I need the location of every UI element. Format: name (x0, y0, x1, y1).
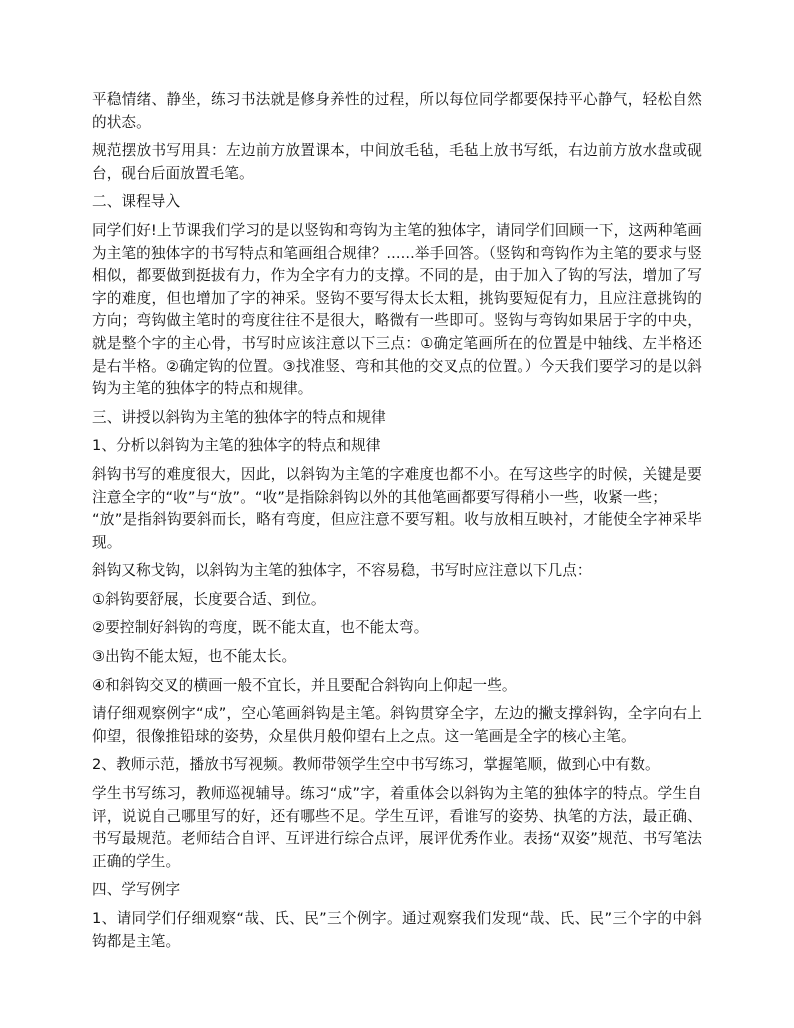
paragraph-student-practice: 学生书写练习，教师巡视辅导。练习“成”字，着重体会以斜钩为主笔的独体字的特点。学生自评，说说自己哪里写的好，还有哪些不足。学生互评，看谁写的姿势、执笔的方法，最正确、书写最规范。老师结合自评、互评进行综合点评，展评优秀作业。表扬“双姿”规范、书写笔法正确的学生。 (92, 785, 702, 870)
paragraph-ge-gou: 斜钩又称戈钩，以斜钩为主笔的独体字，不容易稳，书写时应注意以下几点： (92, 562, 592, 580)
paragraph-teacher-demo: 2、教师示范，播放书写视频。教师带领学生空中书写练习，掌握笔顺，做到心中有数。 (92, 756, 660, 774)
paragraph-shou-fang: 斜钩书写的难度很大，因此，以斜钩为主笔的字难度也都不小。在写这些字的时候，关键是要注意全字的“收”与“放”。“收”是指除斜钩以外的其他笔画都要写得稍小一些，收紧一些； (92, 465, 702, 506)
paragraph-example-cheng: 请仔细观察例字“成”，空心笔画斜钩是主笔。斜钩贯穿全字，左边的撇支撑斜钩，全字向右上仰望，很像推铅球的姿势，众星供月般仰望右上之点。这一笔画是全字的核心主笔。 (92, 705, 702, 745)
paragraph-review: 同学们好!上节课我们学习的是以竖钩和弯钩为主笔的独体字，请同学们回顾一下，这两种笔画为主笔的独体字的书写特点和笔画组合规律？......举手回答。（竖钩和弯钩作为主笔的要求与竖相似，都要做到挺拔有力，作为全字有力的支撑。不同的是，由于加入了钩的写法，增加了写字的难度，但也增加了字的神采。竖钩不要写得太长太粗，挑钩要短促有力，且应注意挑钩的方向；弯钩做主笔时的弯度往往不是很大，略微有一些即可。竖钩与弯钩如果居于字的中央，就是整个字的主心骨，书写时应该注意以下三点：①确定笔画所在的位置是中轴线、左半格还是右半格。②确定钩的位置。③找准竖、弯和其他的交叉点的位置。）今天我们要学习的是以斜钩为主笔的独体字的特点和规律。 (92, 221, 702, 398)
subheading-analysis: 1、分析以斜钩为主笔的独体字的特点和规律 (92, 437, 381, 455)
section-heading-examples: 四、学写例字 (92, 881, 181, 899)
paragraph-fang: “放”是指斜钩要斜而长，略有弯度，但应注意不要写粗。收与放相互映衬，才能使全字神采毕现。 (92, 511, 702, 551)
list-item-point-2: ②要控制好斜钩的弯度，既不能太直，也不能太弯。 (92, 619, 429, 637)
paragraph-observe-examples: 1、请同学们仔细观察“哉、氏、民”三个例字。通过观察我们发现“哉、氏、民”三个字的中斜钩都是主笔。 (92, 910, 702, 950)
paragraph-calm-mind: 平稳情绪、静坐，练习书法就是修身养性的过程，所以每位同学都要保持平心静气，轻松自然的状态。 (92, 91, 702, 131)
list-item-point-3: ③出钩不能太短，也不能太长。 (92, 648, 297, 666)
section-heading-teaching: 三、讲授以斜钩为主笔的独体字的特点和规律 (92, 408, 386, 426)
paragraph-tool-arrangement: 规范摆放书写用具：左边前方放置课本，中间放毛毡，毛毡上放书写纸，右边前方放水盘或砚台，砚台后面放置毛笔。 (92, 142, 702, 182)
list-item-point-1: ①斜钩要舒展，长度要合适、到位。 (92, 590, 326, 608)
list-item-point-4: ④和斜钩交叉的横画一般不宜长，并且要配合斜钩向上仰起一些。 (92, 676, 517, 694)
document-body (92, 89, 702, 959)
section-heading-course-intro: 二、课程导入 (92, 193, 181, 211)
